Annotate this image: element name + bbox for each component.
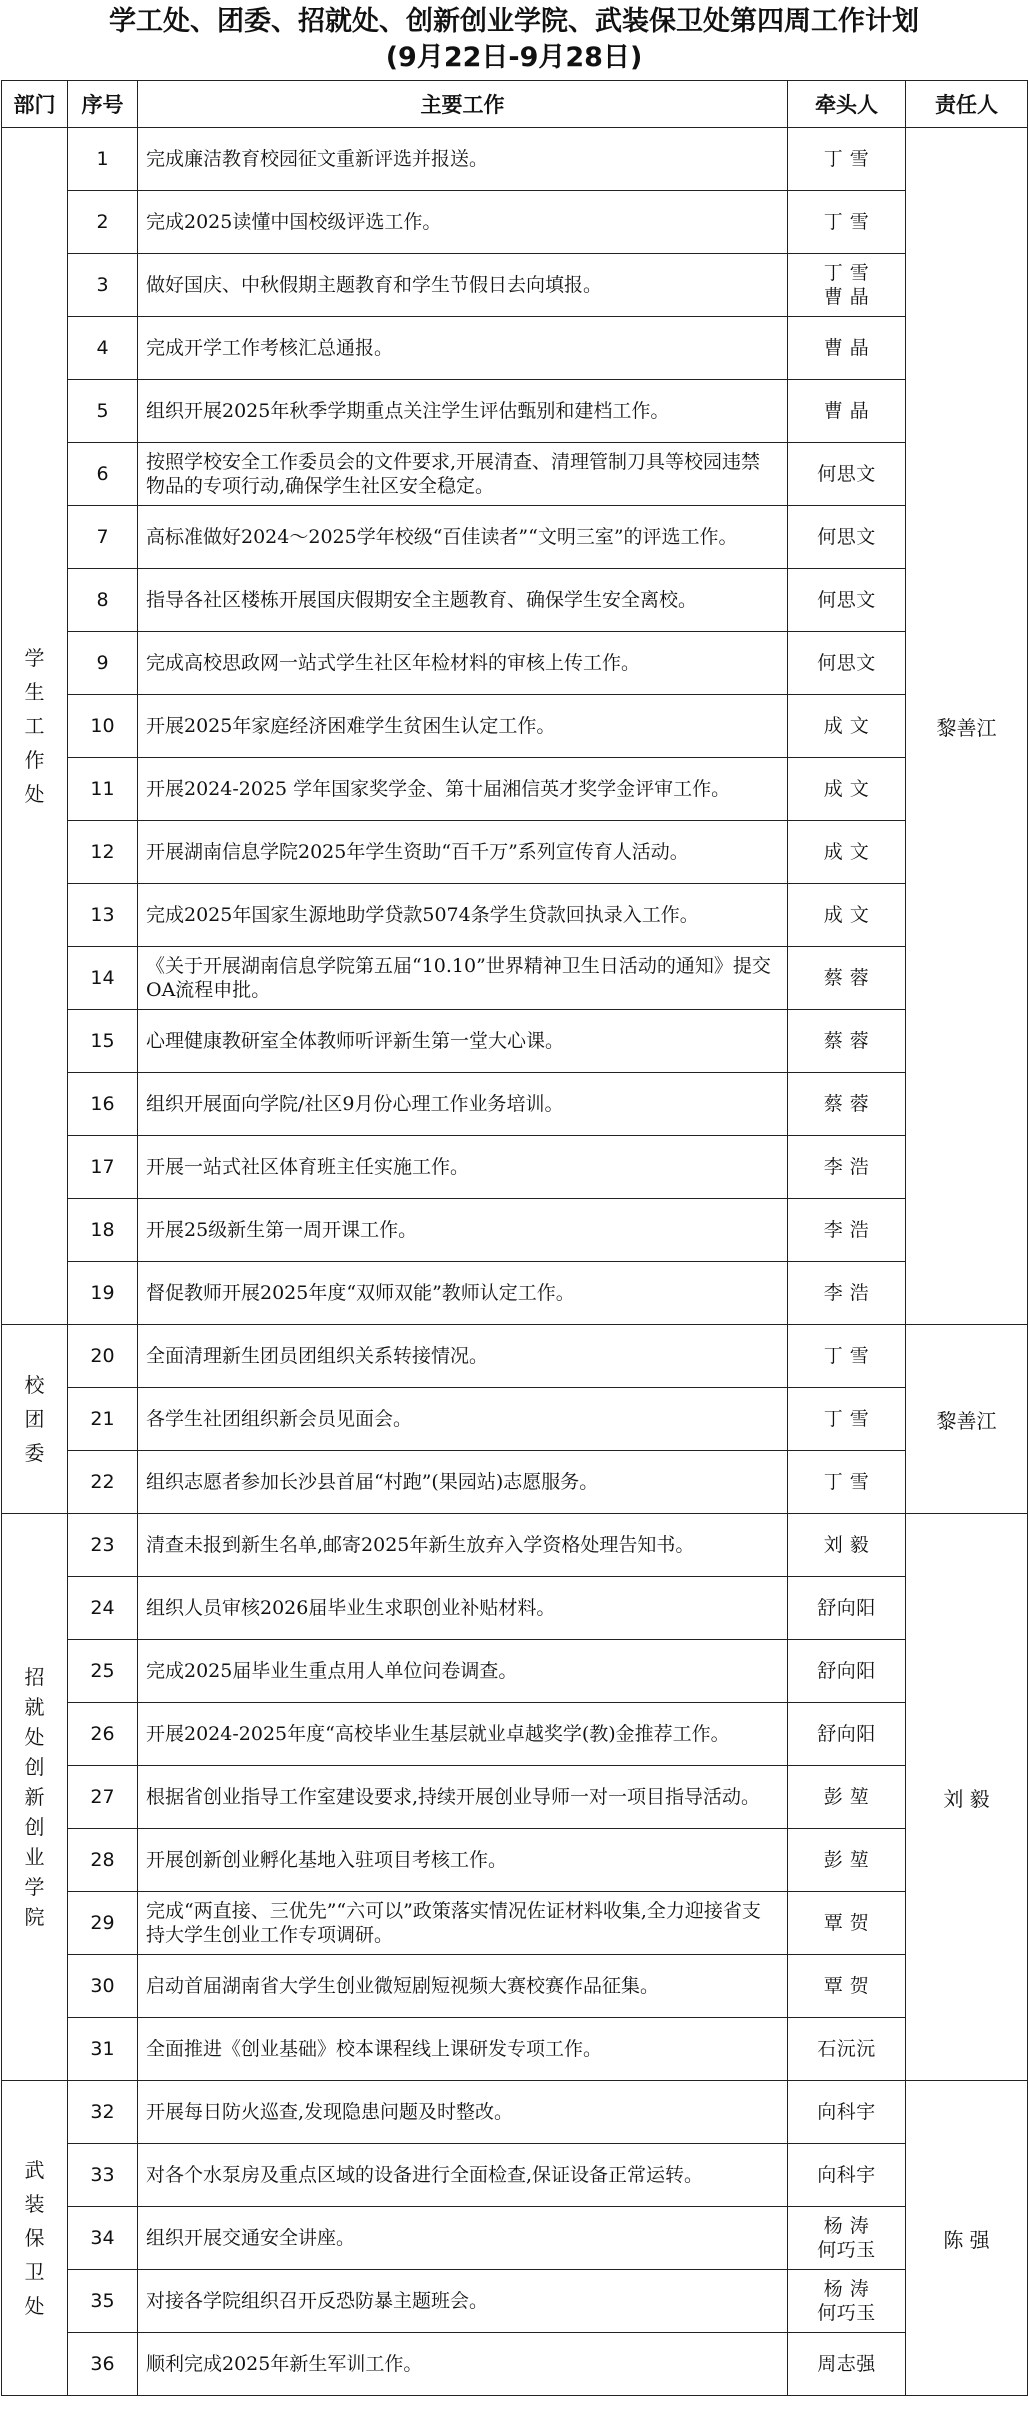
lead-person-cell	[788, 191, 906, 254]
lead-person: 向科宇	[817, 2101, 876, 2123]
department-cell	[2, 1325, 68, 1514]
work-item: 开展2024-2025年度“高校毕业生基层就业卓越奖学(教)金推荐工作。	[138, 1703, 788, 1766]
table-row	[2, 1388, 1028, 1451]
lead-person: 何巧玉	[817, 2239, 876, 2261]
row-number: 36	[68, 2333, 138, 2396]
department-name: 武装保卫处	[24, 2158, 45, 2318]
work-item: 完成2025届毕业生重点用人单位问卷调查。	[138, 1640, 788, 1703]
table-row	[2, 1262, 1028, 1325]
row-number: 32	[68, 2081, 138, 2144]
lead-person-cell	[788, 1451, 906, 1514]
lead-person: 丁 雪	[823, 262, 870, 284]
lead-person-cell	[788, 1388, 906, 1451]
table-row	[2, 884, 1028, 947]
table-row	[2, 1073, 1028, 1136]
table-row	[2, 1829, 1028, 1892]
work-item: 按照学校安全工作委员会的文件要求,开展清查、清理管制刀具等校园违禁物品的专项行动,确保学生社区安全稳定。	[138, 443, 788, 506]
department-name: 学生工作处	[24, 646, 45, 806]
table-row	[2, 1136, 1028, 1199]
row-number: 27	[68, 1766, 138, 1829]
table-body	[2, 128, 1028, 2396]
table-row	[2, 380, 1028, 443]
lead-person-cell	[788, 1514, 906, 1577]
lead-person: 丁 雪	[823, 1471, 870, 1493]
header-dept: 部门	[2, 81, 68, 128]
lead-person-cell	[788, 632, 906, 695]
row-number: 18	[68, 1199, 138, 1262]
row-number: 29	[68, 1892, 138, 1955]
lead-person: 成 文	[823, 715, 870, 737]
lead-person-cell	[788, 1703, 906, 1766]
lead-person-cell	[788, 128, 906, 191]
table-row	[2, 821, 1028, 884]
work-item: 全面清理新生团员团组织关系转接情况。	[138, 1325, 788, 1388]
responsible-person: 刘 毅	[906, 1514, 1028, 2081]
work-item: 开展湖南信息学院2025年学生资助“百千万”系列宣传育人活动。	[138, 821, 788, 884]
lead-person-cell	[788, 695, 906, 758]
table-row	[2, 2333, 1028, 2396]
work-item: 全面推进《创业基础》校本课程线上课研发专项工作。	[138, 2018, 788, 2081]
work-item: 完成廉洁教育校园征文重新评选并报送。	[138, 128, 788, 191]
header-resp: 责任人	[906, 81, 1028, 128]
work-item: 督促教师开展2025年度“双师双能”教师认定工作。	[138, 1262, 788, 1325]
row-number: 15	[68, 1010, 138, 1073]
work-item: 清查未报到新生名单,邮寄2025年新生放弃入学资格处理告知书。	[138, 1514, 788, 1577]
lead-person-cell	[788, 758, 906, 821]
table-row	[2, 1703, 1028, 1766]
lead-person-cell	[788, 317, 906, 380]
lead-person: 蔡 蓉	[823, 1093, 870, 1115]
table-row	[2, 947, 1028, 1010]
lead-person: 石沅沅	[817, 2038, 876, 2060]
table-row	[2, 2081, 1028, 2144]
responsible-person: 陈 强	[906, 2081, 1028, 2396]
row-number: 10	[68, 695, 138, 758]
header-work: 主要工作	[138, 81, 788, 128]
work-item: 组织人员审核2026届毕业生求职创业补贴材料。	[138, 1577, 788, 1640]
lead-person: 周志强	[817, 2353, 876, 2375]
lead-person-cell	[788, 1955, 906, 2018]
lead-person: 成 文	[823, 841, 870, 863]
table-row	[2, 1955, 1028, 2018]
table-row	[2, 2207, 1028, 2270]
lead-person-cell	[788, 506, 906, 569]
lead-person: 舒向阳	[817, 1597, 876, 1619]
work-item: 对各个水泵房及重点区域的设备进行全面检查,保证设备正常运转。	[138, 2144, 788, 2207]
table-row	[2, 758, 1028, 821]
table-row	[2, 317, 1028, 380]
work-item: 各学生社团组织新会员见面会。	[138, 1388, 788, 1451]
lead-person: 成 文	[823, 778, 870, 800]
table-row	[2, 191, 1028, 254]
table-row	[2, 2270, 1028, 2333]
lead-person-cell	[788, 2144, 906, 2207]
lead-person: 蔡 蓉	[823, 1030, 870, 1052]
work-item: 开展25级新生第一周开课工作。	[138, 1199, 788, 1262]
work-item: 完成2025年国家生源地助学贷款5074条学生贷款回执录入工作。	[138, 884, 788, 947]
table-row	[2, 1010, 1028, 1073]
work-item: 组织开展面向学院/社区9月份心理工作业务培训。	[138, 1073, 788, 1136]
row-number: 24	[68, 1577, 138, 1640]
department-cell	[2, 2081, 68, 2396]
lead-person-cell	[788, 1010, 906, 1073]
lead-person: 舒向阳	[817, 1723, 876, 1745]
header-lead: 牵头人	[788, 81, 906, 128]
lead-person: 杨 涛	[823, 2278, 870, 2300]
table-header-row	[2, 81, 1028, 128]
row-number: 25	[68, 1640, 138, 1703]
lead-person-cell	[788, 947, 906, 1010]
row-number: 5	[68, 380, 138, 443]
row-number: 20	[68, 1325, 138, 1388]
work-item: 完成2025读懂中国校级评选工作。	[138, 191, 788, 254]
lead-person: 李 浩	[823, 1156, 870, 1178]
lead-person: 李 浩	[823, 1282, 870, 1304]
lead-person-cell	[788, 1262, 906, 1325]
work-item: 做好国庆、中秋假期主题教育和学生节假日去向填报。	[138, 254, 788, 317]
row-number: 3	[68, 254, 138, 317]
lead-person-cell	[788, 1892, 906, 1955]
work-item: 心理健康教研室全体教师听评新生第一堂大心课。	[138, 1010, 788, 1073]
page-title	[0, 0, 1028, 80]
lead-person-cell	[788, 1577, 906, 1640]
table-row	[2, 128, 1028, 191]
lead-person: 何思文	[817, 589, 876, 611]
lead-person-cell	[788, 1073, 906, 1136]
row-number: 16	[68, 1073, 138, 1136]
work-item: 开展每日防火巡查,发现隐患问题及时整改。	[138, 2081, 788, 2144]
lead-person: 覃 贺	[823, 1912, 870, 1934]
work-item: 启动首届湖南省大学生创业微短剧短视频大赛校赛作品征集。	[138, 1955, 788, 2018]
row-number: 7	[68, 506, 138, 569]
lead-person-cell	[788, 2018, 906, 2081]
row-number: 33	[68, 2144, 138, 2207]
table-row	[2, 254, 1028, 317]
lead-person: 何思文	[817, 652, 876, 674]
lead-person: 成 文	[823, 904, 870, 926]
work-item: 完成“两直接、三优先”“六可以”政策落实情况佐证材料收集,全力迎接省支持大学生创业工作专项调研。	[138, 1892, 788, 1955]
lead-person: 彭 堃	[823, 1849, 870, 1871]
row-number: 2	[68, 191, 138, 254]
row-number: 28	[68, 1829, 138, 1892]
row-number: 30	[68, 1955, 138, 2018]
lead-person-cell	[788, 821, 906, 884]
table-row	[2, 1451, 1028, 1514]
lead-person: 李 浩	[823, 1219, 870, 1241]
work-item: 组织志愿者参加长沙县首届“村跑”(果园站)志愿服务。	[138, 1451, 788, 1514]
work-item: 顺利完成2025年新生军训工作。	[138, 2333, 788, 2396]
lead-person-cell	[788, 443, 906, 506]
table-row	[2, 632, 1028, 695]
work-item: 完成高校思政网一站式学生社区年检材料的审核上传工作。	[138, 632, 788, 695]
work-item: 组织开展2025年秋季学期重点关注学生评估甄别和建档工作。	[138, 380, 788, 443]
lead-person-cell	[788, 2270, 906, 2333]
row-number: 34	[68, 2207, 138, 2270]
lead-person: 杨 涛	[823, 2215, 870, 2237]
work-plan-table	[1, 80, 1028, 2396]
lead-person-cell	[788, 1829, 906, 1892]
lead-person-cell	[788, 254, 906, 317]
work-item: 开展2024-2025 学年国家奖学金、第十届湘信英才奖学金评审工作。	[138, 758, 788, 821]
lead-person: 彭 堃	[823, 1786, 870, 1808]
title-line-1: 学工处、团委、招就处、创新创业学院、武装保卫处第四周工作计划	[109, 6, 919, 37]
lead-person-cell	[788, 569, 906, 632]
lead-person-cell	[788, 884, 906, 947]
lead-person: 何巧玉	[817, 2302, 876, 2324]
lead-person-cell	[788, 1199, 906, 1262]
header-num: 序号	[68, 81, 138, 128]
table-row	[2, 1766, 1028, 1829]
lead-person: 何思文	[817, 526, 876, 548]
work-item: 根据省创业指导工作室建设要求,持续开展创业导师一对一项目指导活动。	[138, 1766, 788, 1829]
lead-person: 刘 毅	[823, 1534, 870, 1556]
row-number: 13	[68, 884, 138, 947]
lead-person-cell	[788, 1136, 906, 1199]
table-row	[2, 1892, 1028, 1955]
table-row	[2, 569, 1028, 632]
lead-person-cell	[788, 1766, 906, 1829]
lead-person: 曹 晶	[823, 337, 870, 359]
lead-person: 丁 雪	[823, 211, 870, 233]
lead-person: 向科宇	[817, 2164, 876, 2186]
work-item: 高标准做好2024～2025学年校级“百佳读者”“文明三室”的评选工作。	[138, 506, 788, 569]
work-item: 开展一站式社区体育班主任实施工作。	[138, 1136, 788, 1199]
lead-person: 蔡 蓉	[823, 967, 870, 989]
row-number: 8	[68, 569, 138, 632]
lead-person: 丁 雪	[823, 1345, 870, 1367]
table-row	[2, 1325, 1028, 1388]
lead-person: 舒向阳	[817, 1660, 876, 1682]
table-row	[2, 443, 1028, 506]
table-row	[2, 2018, 1028, 2081]
work-item: 对接各学院组织召开反恐防暴主题班会。	[138, 2270, 788, 2333]
row-number: 21	[68, 1388, 138, 1451]
table-row	[2, 1514, 1028, 1577]
row-number: 9	[68, 632, 138, 695]
table-row	[2, 1577, 1028, 1640]
work-item: 开展2025年家庭经济困难学生贫困生认定工作。	[138, 695, 788, 758]
row-number: 35	[68, 2270, 138, 2333]
lead-person: 曹 晶	[823, 286, 870, 308]
table-row	[2, 695, 1028, 758]
work-item: 完成开学工作考核汇总通报。	[138, 317, 788, 380]
table-row	[2, 506, 1028, 569]
row-number: 4	[68, 317, 138, 380]
table-row	[2, 2144, 1028, 2207]
title-line-2: (9月22日-9月28日)	[385, 42, 643, 73]
table-row	[2, 1640, 1028, 1703]
lead-person-cell	[788, 2333, 906, 2396]
department-cell	[2, 128, 68, 1325]
row-number: 1	[68, 128, 138, 191]
lead-person: 丁 雪	[823, 1408, 870, 1430]
work-item: 开展创新创业孵化基地入驻项目考核工作。	[138, 1829, 788, 1892]
table-row	[2, 1199, 1028, 1262]
row-number: 12	[68, 821, 138, 884]
lead-person-cell	[788, 2081, 906, 2144]
lead-person-cell	[788, 380, 906, 443]
row-number: 22	[68, 1451, 138, 1514]
row-number: 23	[68, 1514, 138, 1577]
row-number: 11	[68, 758, 138, 821]
row-number: 19	[68, 1262, 138, 1325]
department-name: 校团委	[24, 1373, 45, 1465]
lead-person-cell	[788, 2207, 906, 2270]
row-number: 14	[68, 947, 138, 1010]
lead-person-cell	[788, 1640, 906, 1703]
row-number: 6	[68, 443, 138, 506]
work-item: 组织开展交通安全讲座。	[138, 2207, 788, 2270]
work-item: 《关于开展湖南信息学院第五届“10.10”世界精神卫生日活动的通知》提交OA流程申批。	[138, 947, 788, 1010]
row-number: 17	[68, 1136, 138, 1199]
responsible-person: 黎善江	[906, 128, 1028, 1325]
lead-person: 丁 雪	[823, 148, 870, 170]
work-item: 指导各社区楼栋开展国庆假期安全主题教育、确保学生安全离校。	[138, 569, 788, 632]
department-cell	[2, 1514, 68, 2081]
responsible-person: 黎善江	[906, 1325, 1028, 1514]
row-number: 26	[68, 1703, 138, 1766]
row-number: 31	[68, 2018, 138, 2081]
lead-person: 覃 贺	[823, 1975, 870, 1997]
lead-person: 何思文	[817, 463, 876, 485]
lead-person-cell	[788, 1325, 906, 1388]
department-name: 招就处创新创业学院	[24, 1665, 45, 1929]
lead-person: 曹 晶	[823, 400, 870, 422]
